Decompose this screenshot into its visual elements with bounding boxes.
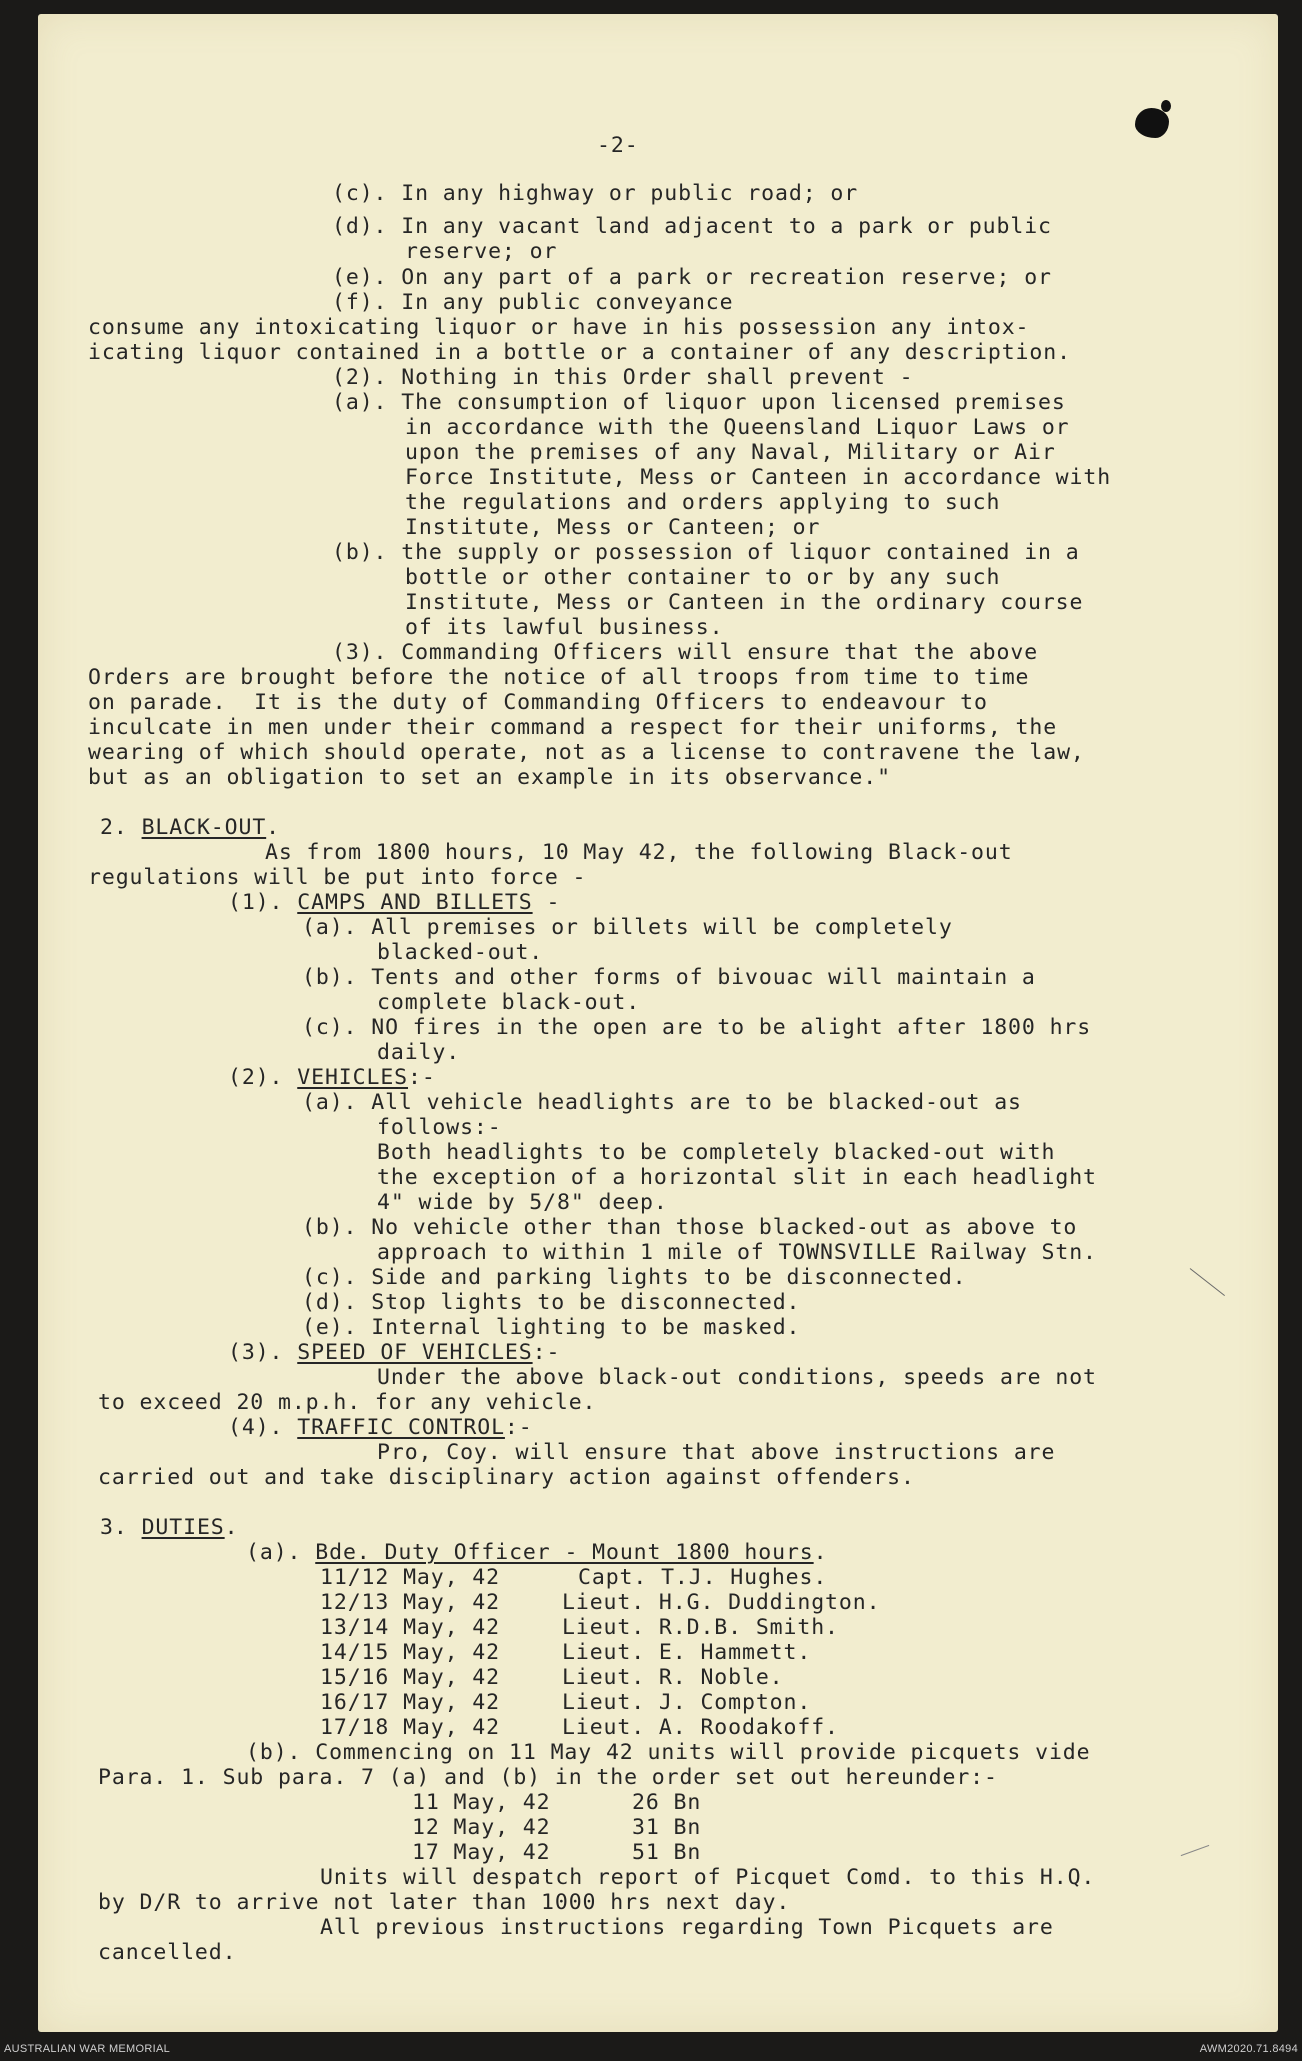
body-line: Units will despatch report of Picquet Comd. to this H.Q. xyxy=(320,1865,1096,1890)
picquet-date: 17 May, 42 xyxy=(412,1840,551,1865)
body-line: on parade. It is the duty of Commanding Officers to endeavour to xyxy=(88,690,988,715)
roster-date: 12/13 May, 42 xyxy=(320,1590,500,1615)
subsection-vehicles: (2). VEHICLES:- xyxy=(228,1065,436,1090)
body-line: but as an obligation to set an example in its observance." xyxy=(88,765,891,790)
body-line: Para. 1. Sub para. 7 (a) and (b) in the order set out hereunder:- xyxy=(98,1765,998,1790)
body-line: consume any intoxicating liquor or have in his possession any intox- xyxy=(88,315,1030,340)
picquet-unit: 31 Bn xyxy=(632,1815,702,1840)
body-line: All previous instructions regarding Town Picquets are xyxy=(320,1915,1054,1940)
roster-officer: Lieut. H.G. Duddington. xyxy=(562,1590,881,1615)
picquet-date: 11 May, 42 xyxy=(412,1790,551,1815)
body-line: (b). No vehicle other than those blacked-out as above to xyxy=(302,1215,1078,1240)
duty-officer-heading: (a). Bde. Duty Officer - Mount 1800 hours. xyxy=(246,1540,828,1565)
body-line: to exceed 20 m.p.h. for any vehicle. xyxy=(98,1390,597,1415)
body-line: (a). All vehicle headlights are to be blacked-out as xyxy=(302,1090,1022,1115)
roster-officer: Capt. T.J. Hughes. xyxy=(578,1565,828,1590)
section-title: DUTIES xyxy=(141,1515,225,1540)
page-number: -2- xyxy=(597,133,639,158)
body-line: As from 1800 hours, 10 May 42, the following Black-out xyxy=(265,840,1013,865)
body-line: 4" wide by 5/8" deep. xyxy=(377,1190,668,1215)
clause-d-cont: reserve; or xyxy=(405,239,558,264)
picquet-date: 12 May, 42 xyxy=(412,1815,551,1840)
clause-e: (e). On any part of a park or recreation reserve; or xyxy=(332,265,1052,290)
clause-f: (f). In any public conveyance xyxy=(332,290,734,315)
ink-blot xyxy=(1135,108,1169,138)
body-line: carried out and take disciplinary action against offenders. xyxy=(98,1465,915,1490)
body-line: (c). NO fires in the open are to be alight after 1800 hrs xyxy=(302,1015,1092,1040)
body-line: (b). Commencing on 11 May 42 units will provide picquets vide xyxy=(246,1740,1091,1765)
body-line: Institute, Mess or Canteen in the ordinary course xyxy=(405,590,1084,615)
picquet-unit: 51 Bn xyxy=(632,1840,702,1865)
clause-2: (2). Nothing in this Order shall prevent - xyxy=(332,365,914,390)
roster-officer: Lieut. A. Roodakoff. xyxy=(562,1715,839,1740)
subsection-title: VEHICLES xyxy=(297,1065,409,1090)
subsection-traffic: (4). TRAFFIC CONTROL:- xyxy=(228,1415,533,1440)
roster-officer: Lieut. E. Hammett. xyxy=(562,1640,812,1665)
roster-officer: Lieut. J. Compton. xyxy=(562,1690,812,1715)
body-line: by D/R to arrive not later than 1000 hrs next day. xyxy=(98,1890,791,1915)
body-line: Institute, Mess or Canteen; or xyxy=(405,515,821,540)
clause-2b: (b). the supply or possession of liquor contained in a xyxy=(332,540,1080,565)
subsection-title: Bde. Duty Officer - Mount 1800 hours xyxy=(315,1540,814,1565)
subsection-title: SPEED OF VEHICLES xyxy=(297,1340,533,1365)
roster-officer: Lieut. R.D.B. Smith. xyxy=(562,1615,839,1640)
roster-date: 13/14 May, 42 xyxy=(320,1615,500,1640)
clause-3: (3). Commanding Officers will ensure that the above xyxy=(332,640,1039,665)
section-title: BLACK-OUT xyxy=(141,815,267,840)
subsection-title: TRAFFIC CONTROL xyxy=(297,1415,505,1440)
body-line: of its lawful business. xyxy=(405,615,724,640)
body-line: cancelled. xyxy=(98,1940,237,1965)
body-line: Pro, Coy. will ensure that above instructions are xyxy=(377,1440,1056,1465)
body-line: bottle or other container to or by any such xyxy=(405,565,1001,590)
roster-date: 16/17 May, 42 xyxy=(320,1690,500,1715)
body-line: Both headlights to be completely blacked-out with xyxy=(377,1140,1056,1165)
body-line: upon the premises of any Naval, Military or Air xyxy=(405,440,1056,465)
body-line: wearing of which should operate, not as a license to contravene the law, xyxy=(88,740,1085,765)
roster-date: 15/16 May, 42 xyxy=(320,1665,500,1690)
subsection-camps: (1). CAMPS AND BILLETS - xyxy=(228,890,561,915)
roster-date: 14/15 May, 42 xyxy=(320,1640,500,1665)
archive-reference: AWM2020.71.8494 xyxy=(1199,2043,1298,2055)
body-line: Force Institute, Mess or Canteen in accordance with xyxy=(405,465,1112,490)
body-line: Under the above black-out conditions, speeds are not xyxy=(377,1365,1097,1390)
clause-d: (d). In any vacant land adjacent to a park or public xyxy=(332,214,1052,239)
clause-2a: (a). The consumption of liquor upon licensed premises xyxy=(332,390,1066,415)
body-line: regulations will be put into force - xyxy=(88,865,587,890)
subsection-title: CAMPS AND BILLETS xyxy=(297,890,533,915)
body-line: the exception of a horizontal slit in each headlight xyxy=(377,1165,1097,1190)
body-line: Orders are brought before the notice of all troops from time to time xyxy=(88,665,1030,690)
roster-officer: Lieut. R. Noble. xyxy=(562,1665,784,1690)
body-line: complete black-out. xyxy=(377,990,641,1015)
body-line: (e). Internal lighting to be masked. xyxy=(302,1315,801,1340)
body-line: daily. xyxy=(377,1040,461,1065)
roster-date: 11/12 May, 42 xyxy=(320,1565,500,1590)
subsection-speed: (3). SPEED OF VEHICLES:- xyxy=(228,1340,561,1365)
roster-date: 17/18 May, 42 xyxy=(320,1715,500,1740)
section-3-heading: 3. DUTIES. xyxy=(100,1515,239,1540)
body-line: (d). Stop lights to be disconnected. xyxy=(302,1290,801,1315)
clause-c: (c). In any highway or public road; or xyxy=(332,181,859,206)
section-2-heading: 2. BLACK-OUT. xyxy=(100,815,281,840)
body-line: the regulations and orders applying to such xyxy=(405,490,1001,515)
body-line: icating liquor contained in a bottle or a container of any description. xyxy=(88,340,1071,365)
body-line: in accordance with the Queensland Liquor Laws or xyxy=(405,415,1070,440)
body-line: follows:- xyxy=(377,1115,502,1140)
section-number: 3. xyxy=(100,1515,128,1540)
body-line: approach to within 1 mile of TOWNSVILLE Railway Stn. xyxy=(377,1240,1097,1265)
body-line: (b). Tents and other forms of bivouac will maintain a xyxy=(302,965,1036,990)
picquet-unit: 26 Bn xyxy=(632,1790,702,1815)
body-line: (a). All premises or billets will be completely xyxy=(302,915,953,940)
section-number: 2. xyxy=(100,815,128,840)
body-line: inculcate in men under their command a respect for their uniforms, the xyxy=(88,715,1058,740)
body-line: (c). Side and parking lights to be disconnected. xyxy=(302,1265,967,1290)
archive-label: AUSTRALIAN WAR MEMORIAL xyxy=(4,2043,171,2055)
body-line: blacked-out. xyxy=(377,940,544,965)
